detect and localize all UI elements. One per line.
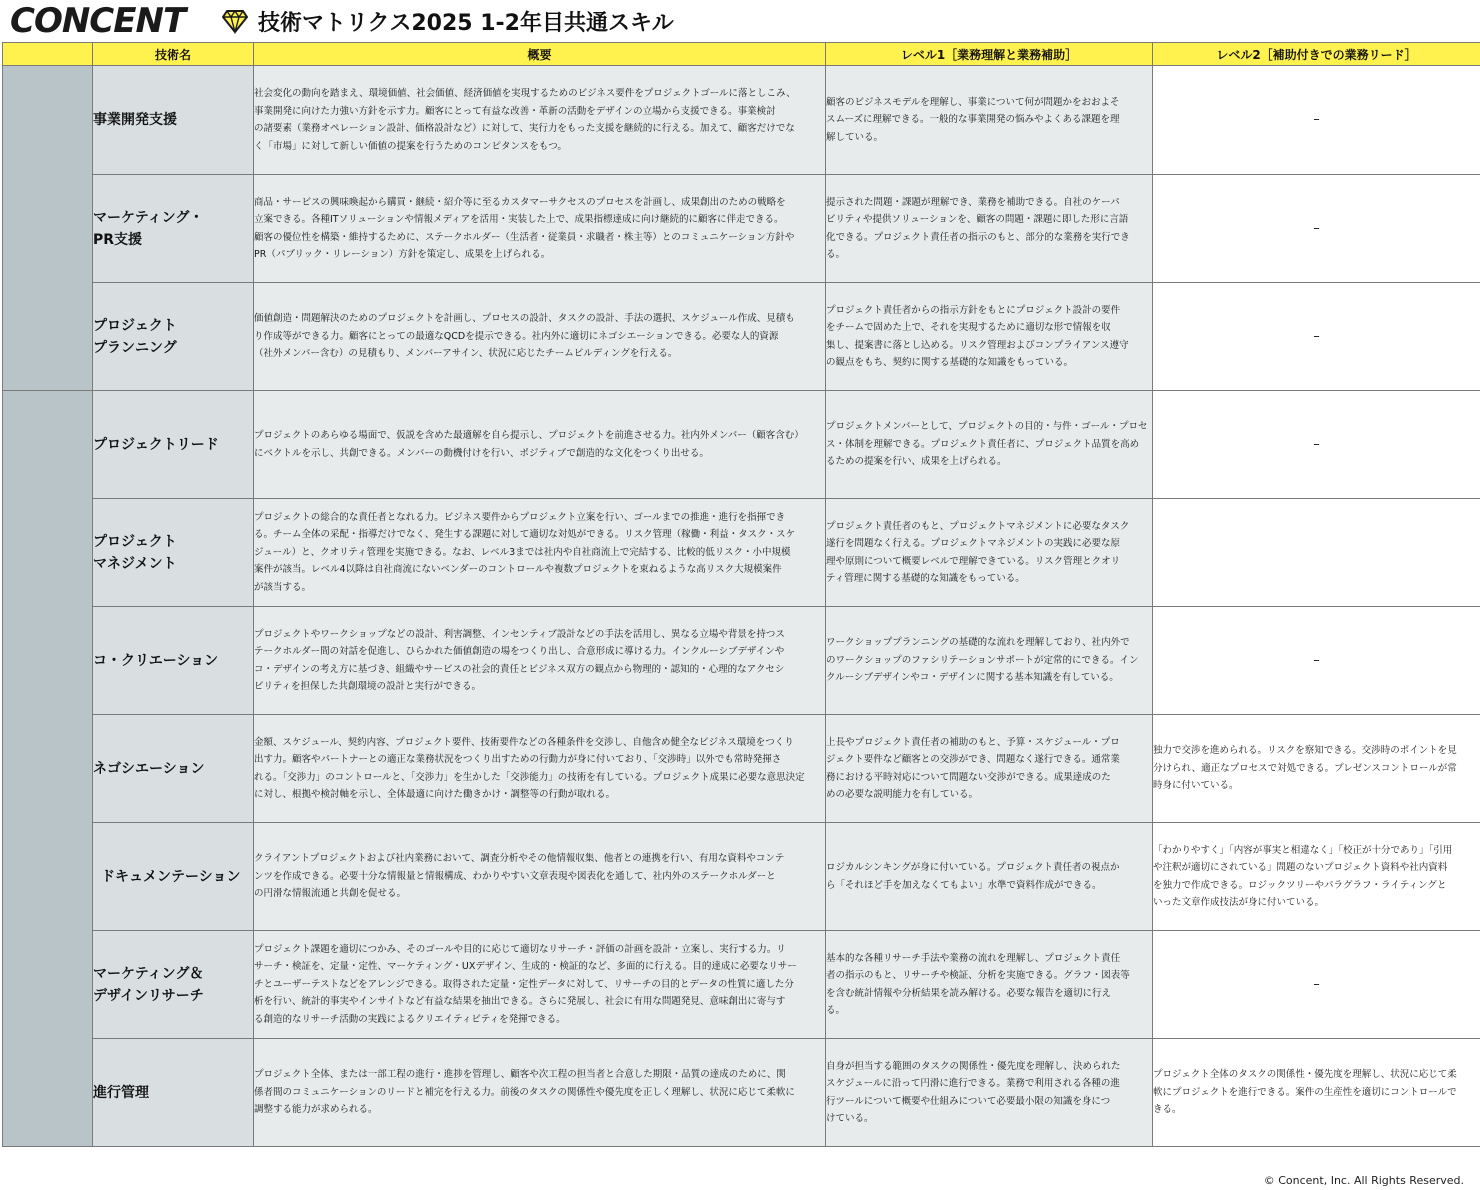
level2-description: – [1153, 66, 1480, 175]
skill-name: マーケティング・ PR支援 [93, 175, 254, 283]
level2-description: 「わかりやすく」「内容が事実と相違なく」「校正が十分であり」「引用 や注釈が適切にされている」問題のないプロジェクト資料や社内資料 を独力で作成できる。ロジックツリーやパラグラフ・ライティングと いった文章作成技法が身に付いている。 [1153, 823, 1480, 931]
skill-overview: プロジェクト全体、または一部工程の進行・進捗を管理し、顧客や次工程の担当者と合意した期限・品質の達成のために、関 係者間のコミュニケーションのリードと補完を行える力。前後のタスクの関係性や優先度を正しく理解し、状況に応じて柔軟に 調整する能力が求められる。 [254, 1039, 826, 1147]
level1-description: プロジェクト責任者のもと、プロジェクトマネジメントに必要なタスク 遂行を問題なく行える。プロジェクトマネジメントの実践に必要な原 理や原則について概要レベルで理解できている。リスク管理とクオリ ティ管理に関する基礎的な知識をもっている。 [826, 499, 1153, 607]
level2-description: – [1153, 391, 1480, 499]
column-header-level2: レベル2［補助付きでの業務リード］ [1153, 43, 1480, 66]
skill-overview: プロジェクト課題を適切につかみ、そのゴールや目的に応じて適切なリサーチ・評価の計画を設計・立案し、実行する力。リ サーチ・検証を、定量・定性、マーケティング・UXデザイン、生成的・検証的など、多面的に行える。目的達成に必要なリサー チとユーザーテストなどをアレンジできる。取得された定量・定性データに対して、リサーチの目的とデータの性質に適した分 析を行い、統計的事実やインサイトなど有益な結果を抽出できる。さらに発展し、社会に有用な問題発見、意味創出に寄与す る創造的なリサーチ活動の実践によるクリエイティビティを発揮できる。 [254, 931, 826, 1039]
document-title: 技術マトリクス2025 1-2年目共通スキル [258, 10, 674, 36]
skill-name: ドキュメンテーション [93, 823, 254, 931]
skill-matrix-table [2, 42, 1480, 1147]
level2-description: – [1153, 607, 1480, 715]
level2-description: プロジェクト全体のタスクの関係性・優先度を理解し、状況に応じて柔 軟にプロジェクトを進行できる。案件の生産性を適切にコントロールで きる。 [1153, 1039, 1480, 1147]
skill-overview: プロジェクトのあらゆる場面で、仮説を含めた最適解を自ら提示し、プロジェクトを前進させる力。社内外メンバー（顧客含む） にベクトルを示し、共創できる。メンバーの動機付けを行い、ポジティブで創造的な文化をつくり出せる。 [254, 391, 826, 499]
level1-description: 提示された問題・課題が理解でき、業務を補助できる。自社のケーパ ビリティや提供ソリューションを、顧客の問題・課題に即した形に言語 化できる。プロジェクト責任者の指示のもと、部分的な業務を実行でき る。 [826, 175, 1153, 283]
level1-description: ロジカルシンキングが身に付いている。プロジェクト責任者の視点か ら「それほど手を加えなくてもよい」水準で資料作成ができる。 [826, 823, 1153, 931]
page-header [0, 0, 1480, 42]
level1-description: 顧客のビジネスモデルを理解し、事業について何が問題かをおおよそ スムーズに理解できる。一般的な事業開発の悩みやよくある課題を理 解している。 [826, 66, 1153, 175]
column-header-overview: 概要 [254, 43, 826, 66]
table-row [3, 66, 1480, 175]
gem-icon [222, 8, 248, 34]
skill-overview: 価値創造・問題解決のためのプロジェクトを計画し、プロセスの設計、タスクの設計、手法の選択、スケジュール作成、見積も り作成等ができる力。顧客にとっての最適なQCDを提示できる。社内外に適切にネゴシエーションできる。必要な人的資源 （社外メンバー含む）の見積もり、メンバーアサイン、状況に応じたチームビルディングを行える。 [254, 283, 826, 391]
level2-description [1153, 499, 1480, 607]
copyright-notice: © Concent, Inc. All Rights Reserved. [1263, 1174, 1464, 1187]
level1-description: プロジェクト責任者からの指示方針をもとにプロジェクト設計の要件 をチームで固めた上で、それを実現するために適切な形で情報を収 集し、提案書に落とし込める。リスク管理およびコンプライアンス遵守 の観点をもち、契約に関する基礎的な知識をもっている。 [826, 283, 1153, 391]
category-cell [3, 66, 93, 391]
skill-name: プロジェクト プランニング [93, 283, 254, 391]
table-header-row [3, 43, 1480, 66]
skill-name: 進行管理 [93, 1039, 254, 1147]
skill-overview: プロジェクトやワークショップなどの設計、利害調整、インセンティブ設計などの手法を活用し、異なる立場や背景を持つス テークホルダー間の対話を促進し、ひらかれた価値創造の場をつくり出し、合意形成に導ける力。インクルーシブデザインや コ・デザインの考え方に基づき、組織やサービスの社会的責任とビジネス双方の観点から物理的・認知的・心理的なアクセシ ビリティを担保した共創環境の設計と実行ができる。 [254, 607, 826, 715]
level1-description: 上長やプロジェクト責任者の補助のもと、予算・スケジュール・プロ ジェクト要件など顧客との交渉ができ、問題なく遂行できる。通常業 務における平時対応について問題ない交渉ができる。成果達成のた めの必要な説明能力を有している。 [826, 715, 1153, 823]
column-header-skill-name: 技術名 [93, 43, 254, 66]
document-title-area [222, 6, 674, 36]
skill-overview: プロジェクトの総合的な責任者となれる力。ビジネス要件からプロジェクト立案を行い、ゴールまでの推進・進行を指揮でき る。チーム全体の采配・指導だけでなく、発生する課題に対して適切な対処ができる。リスク管理（稼働・利益・タスク・スケ ジュール）と、クオリティ管理を実施できる。なお、レベル3までは社内や自社商流上で完結する、比較的低リスク・小中規模 案件が該当。レベル4以降は自社商流にないベンダーのコントロールや複数プロジェクトを束ねるような高リスク大規模案件 が該当する。 [254, 499, 826, 607]
table-row [3, 823, 1480, 931]
skill-name: コ・クリエーション [93, 607, 254, 715]
skill-overview: 社会変化の動向を踏まえ、環境価値、社会価値、経済価値を実現するためのビジネス要件をプロジェクトゴールに落としこみ、 事業開発に向けた力強い方針を示す力。顧客にとって有益な改善・革新の活動をデザインの立場から支援できる。事業検討 の諸要素（業務オペレーション設計、価格設計など）に対して、実行力をもった支援を継続的に行える。加えて、顧客だけでな く「市場」に対して新しい価値の提案を行うためのコンピタンスをもつ。 [254, 66, 826, 175]
table-row [3, 931, 1480, 1039]
column-header-level1: レベル1［業務理解と業務補助］ [826, 43, 1153, 66]
skill-overview: 金額、スケジュール、契約内容、プロジェクト要件、技術要件などの各種条件を交渉し、自他含め健全なビジネス環境をつくり 出す力。顧客やパートナーとの適正な業務状況をつくり出すための行動力が身に付いており、「交渉時」以外でも常時発揮さ れる。「交渉力」のコントロールと、「交渉力」を生かした「交渉能力」の技術を有している。プロジェクト成果に必要な意思決定 に対し、根拠や検討軸を示し、全体最適に向けた働きかけ・調整等の行動が取れる。 [254, 715, 826, 823]
skill-name: マーケティング＆ デザインリサーチ [93, 931, 254, 1039]
level2-description: 独力で交渉を進められる。リスクを察知できる。交渉時のポイントを見 分けられ、適正なプロセスで対処できる。プレゼンスコントロールが常 時身に付いている。 [1153, 715, 1480, 823]
level2-description: – [1153, 283, 1480, 391]
skill-name: プロジェクトリード [93, 391, 254, 499]
table-row [3, 715, 1480, 823]
skill-overview: クライアントプロジェクトおよび社内業務において、調査分析やその他情報収集、他者との連携を行い、有用な資料やコンテ ンツを作成できる。必要十分な情報量と情報構成、わかりやすい文章表現や図表化を通して、社内外のステークホルダーと の円滑な情報流通と共創を促せる。 [254, 823, 826, 931]
table-row [3, 175, 1480, 283]
concent-logo: CONCENT [10, 1, 186, 41]
table-row [3, 283, 1480, 391]
table-row [3, 499, 1480, 607]
skill-name: プロジェクト マネジメント [93, 499, 254, 607]
level2-description: – [1153, 175, 1480, 283]
skill-name: ネゴシエーション [93, 715, 254, 823]
level1-description: プロジェクトメンバーとして、プロジェクトの目的・与件・ゴール・プロセ ス・体制を理解できる。プロジェクト責任者に、プロジェクト品質を高め るための提案を行い、成果を上げられる。 [826, 391, 1153, 499]
level1-description: 基本的な各種リサーチ手法や業務の流れを理解し、プロジェクト責任 者の指示のもと、リサーチや検証、分析を実施できる。グラフ・図表等 を含む統計情報や分析結果を読み解ける。必要な報告を適切に行え る。 [826, 931, 1153, 1039]
table-row [3, 1039, 1480, 1147]
skill-overview: 商品・サービスの興味喚起から購買・継続・紹介等に至るカスタマーサクセスのプロセスを計画し、成果創出のための戦略を 立案できる。各種ITソリューションや情報メディアを活用・実装した上で、成果指標達成に向け継続的に顧客に伴走できる。 顧客の優位性を構築・維持するために、ステークホルダー（生活者・従業員・求職者・株主等）とのコミュニケーション方針や PR（パブリック・リレーション）方針を策定し、成果を上げられる。 [254, 175, 826, 283]
category-cell [3, 391, 93, 1147]
skill-name: 事業開発支援 [93, 66, 254, 175]
table-row [3, 391, 1480, 499]
level2-description: – [1153, 931, 1480, 1039]
category-header [3, 43, 93, 66]
table-row [3, 607, 1480, 715]
level1-description: ワークショッププランニングの基礎的な流れを理解しており、社内外で のワークショップのファシリテーションサポートが定常的にできる。イン クルーシブデザインやコ・デザインに関する基本知識を有している。 [826, 607, 1153, 715]
level1-description: 自身が担当する範囲のタスクの関係性・優先度を理解し、決められた スケジュールに沿って円滑に進行できる。業務で利用される各種の進 行ツールについて概要や仕組みについて必要最小限の知識を身につ けている。 [826, 1039, 1153, 1147]
